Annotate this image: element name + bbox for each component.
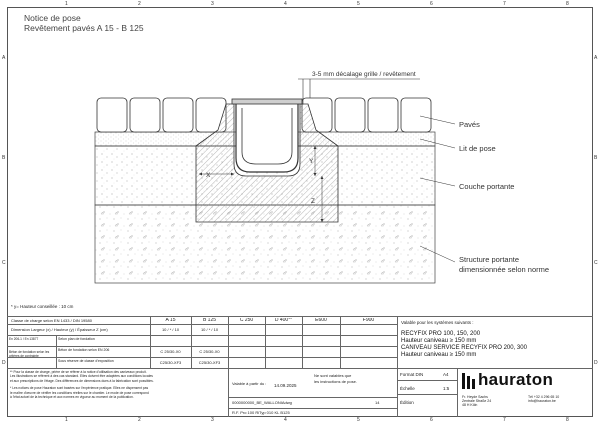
ruler-side-a: A xyxy=(2,55,6,61)
ruler-side-b: B xyxy=(2,155,6,161)
ruler-bottom-3: 3 xyxy=(211,417,214,423)
note-1: ** Pour la classe de charge, prière de se référer à la notice d'utilisation des caniveaux produit. xyxy=(10,370,147,374)
ruler-top-1: 1 xyxy=(65,1,68,7)
hauraton-logo-icon xyxy=(462,373,476,389)
height-footnote: * y= Hauteur conseillée : 10 cm xyxy=(11,304,74,309)
table-line xyxy=(7,357,397,358)
note-4: * Les notices de pose Hauraton sont basées sur l'expérience pratique. Elles ne dispensent pas xyxy=(10,386,149,391)
ruler-side-d: D xyxy=(2,360,6,366)
page-number: 14 xyxy=(375,400,380,405)
side-label-criteria: Béton de fondation selon les critères de contrainte xyxy=(9,350,50,358)
ruler-bottom-8: 8 xyxy=(566,417,569,423)
valid-line-3: CANIVEAU SERVICE RECYFIX PRO 200, 300 xyxy=(401,345,527,351)
side-label-en206: En 206-1 / En 13877 xyxy=(9,337,39,341)
address-line-1: Fr. Heyde Sachs xyxy=(462,395,488,399)
validity-date: 14.09.2025 xyxy=(274,383,297,388)
valid-line-4: Hauteur caniveau ≥ 150 mm xyxy=(401,352,477,358)
row-beton-b125: C 25/30-X0 xyxy=(199,349,220,354)
table-col xyxy=(457,368,458,417)
ruler-bottom-5: 5 xyxy=(357,417,360,423)
note-3: et aux prescriptions de l'étage. Des différences de dimensions dues à la fabrication sont possibles. xyxy=(10,378,154,383)
class-c250: C 250 xyxy=(239,318,254,323)
ruler-side-a-right: A xyxy=(594,55,598,61)
brand-contact xyxy=(528,395,559,403)
note-6: à l'état actuel de la technique et aux normes en vigueur au moment de la publication. xyxy=(10,395,134,400)
title-line-2: Revêtement pavés A 15 - B 125 xyxy=(24,23,144,33)
table-col xyxy=(265,316,266,368)
table-line xyxy=(7,335,397,336)
note-2: Les illustrations se réfèrent à des cas standard. Elles doivent être adaptées aux conditions locales xyxy=(10,374,153,379)
ruler-side-c: C xyxy=(2,260,6,266)
table-line xyxy=(228,397,397,398)
row-beton-label: Béton de fondation selon EN 206 xyxy=(58,348,110,352)
address-line-2: Zentrale Straße 24 xyxy=(462,399,492,404)
row-fondation-label: Selon plan de fondation xyxy=(58,337,95,341)
doc-id: 0000000000_BE_WALLONIAdwg xyxy=(232,400,292,405)
callout-structure-2: dimensionnée selon norme xyxy=(459,265,550,274)
dim-z: Z xyxy=(311,198,315,205)
row-beton-a15: C 25/30-X0 xyxy=(160,349,181,354)
brand-phone: Tél +32 4 296 65 10 xyxy=(528,395,560,399)
valid-for-header: Valable pour les systèmes suivants : xyxy=(401,320,474,325)
table-line xyxy=(228,408,397,409)
validity-disclaimer-1: Ne sont valables que xyxy=(314,373,352,378)
table-top-border xyxy=(7,316,593,317)
table-line xyxy=(7,324,397,325)
ruler-bottom-6: 6 xyxy=(430,417,433,423)
format-value: A4 xyxy=(443,372,449,377)
callout-lit-de-pose: Lit de pose xyxy=(459,144,496,153)
dim-x: X xyxy=(206,172,211,179)
notes-block xyxy=(10,370,226,399)
ruler-top-6: 6 xyxy=(430,1,433,7)
echelle-value: 1:5 xyxy=(443,386,450,391)
ruler-top-3: 3 xyxy=(211,1,214,7)
class-b125: B 125 xyxy=(202,318,217,323)
class-f900: F900 xyxy=(362,318,375,323)
validity-label: Valable à partir du : xyxy=(232,381,267,386)
valid-line-2: Hauteur caniveau ≥ 150 mm xyxy=(401,338,477,344)
row-exposition-b125: C25/30-XF3 xyxy=(198,360,221,365)
grate xyxy=(232,99,302,104)
row-exposition-label: Sous réserve de classe d'exposition xyxy=(58,359,114,363)
callout-structure-1: Structure portante xyxy=(459,255,520,264)
row-dimension-label: Dimension Largeur (x) / Hauteur (y) / Épaisseur Z (cm) xyxy=(11,327,108,332)
class-e600: E600 xyxy=(315,318,327,323)
brand-email: info@hauraton.be xyxy=(528,399,556,404)
load-class-header: Classe de charge selon EN 1433 / DIN 19580 xyxy=(11,318,92,323)
validity-disclaimer-2: les instructions de pose. xyxy=(314,379,357,384)
callout-couche-portante: Couche portante xyxy=(459,182,515,191)
dim-y: Y xyxy=(309,158,314,165)
table-col xyxy=(56,335,57,368)
row-exposition-a15: C25/30-XF3 xyxy=(159,360,182,365)
ruler-side-d-right: D xyxy=(594,360,598,366)
ruler-side-c-right: C xyxy=(594,260,598,266)
ruler-top-7: 7 xyxy=(503,1,506,7)
table-line xyxy=(7,368,593,369)
table-line xyxy=(397,380,457,381)
title-line-1: Notice de pose xyxy=(24,13,81,23)
ruler-side-b-right: B xyxy=(594,155,598,161)
note-5: le maître d'œuvre de vérifier les conditions réelles sur le chantier. Le mode de pose correspond xyxy=(10,390,149,395)
ruler-top-2: 2 xyxy=(138,1,141,7)
table-col xyxy=(340,316,341,368)
echelle-label: Échelle xyxy=(400,386,415,391)
table-col xyxy=(397,316,398,417)
gap-note: 3-5 mm décalage grille / revêtement xyxy=(312,71,416,78)
brand-name: hauraton xyxy=(478,370,554,389)
ruler-bottom-4: 4 xyxy=(284,417,287,423)
drawing-ref: R.F. Pro 100 RiTyp 010 KL B125 xyxy=(232,410,290,415)
valid-line-1: RECYFIX PRO 100, 150, 200 xyxy=(401,331,481,337)
edition-label: Édition xyxy=(400,400,414,405)
format-label: Format DIN xyxy=(400,372,424,377)
row-dimension-b125: 10 / * / 10 xyxy=(200,327,219,332)
channel-body xyxy=(236,104,298,172)
ruler-bottom-1: 1 xyxy=(65,417,68,423)
table-col xyxy=(228,316,229,417)
callout-paves: Pavés xyxy=(459,120,480,129)
table-line xyxy=(7,346,397,347)
row-dimension-a15: 10 / * / 10 xyxy=(161,327,180,332)
ruler-bottom-7: 7 xyxy=(503,417,506,423)
address-line-3: 48 H Köln xyxy=(462,403,478,408)
ruler-bottom-2: 2 xyxy=(138,417,141,423)
class-a15: A 15 xyxy=(165,318,176,323)
table-line xyxy=(397,394,457,395)
class-d400: D 400** xyxy=(274,318,293,323)
ruler-top-5: 5 xyxy=(357,1,360,7)
ruler-top-4: 4 xyxy=(284,1,287,7)
valid-for-list xyxy=(401,331,527,359)
ruler-top-8: 8 xyxy=(566,1,569,7)
table-col xyxy=(302,316,303,368)
brand-address xyxy=(462,395,491,408)
